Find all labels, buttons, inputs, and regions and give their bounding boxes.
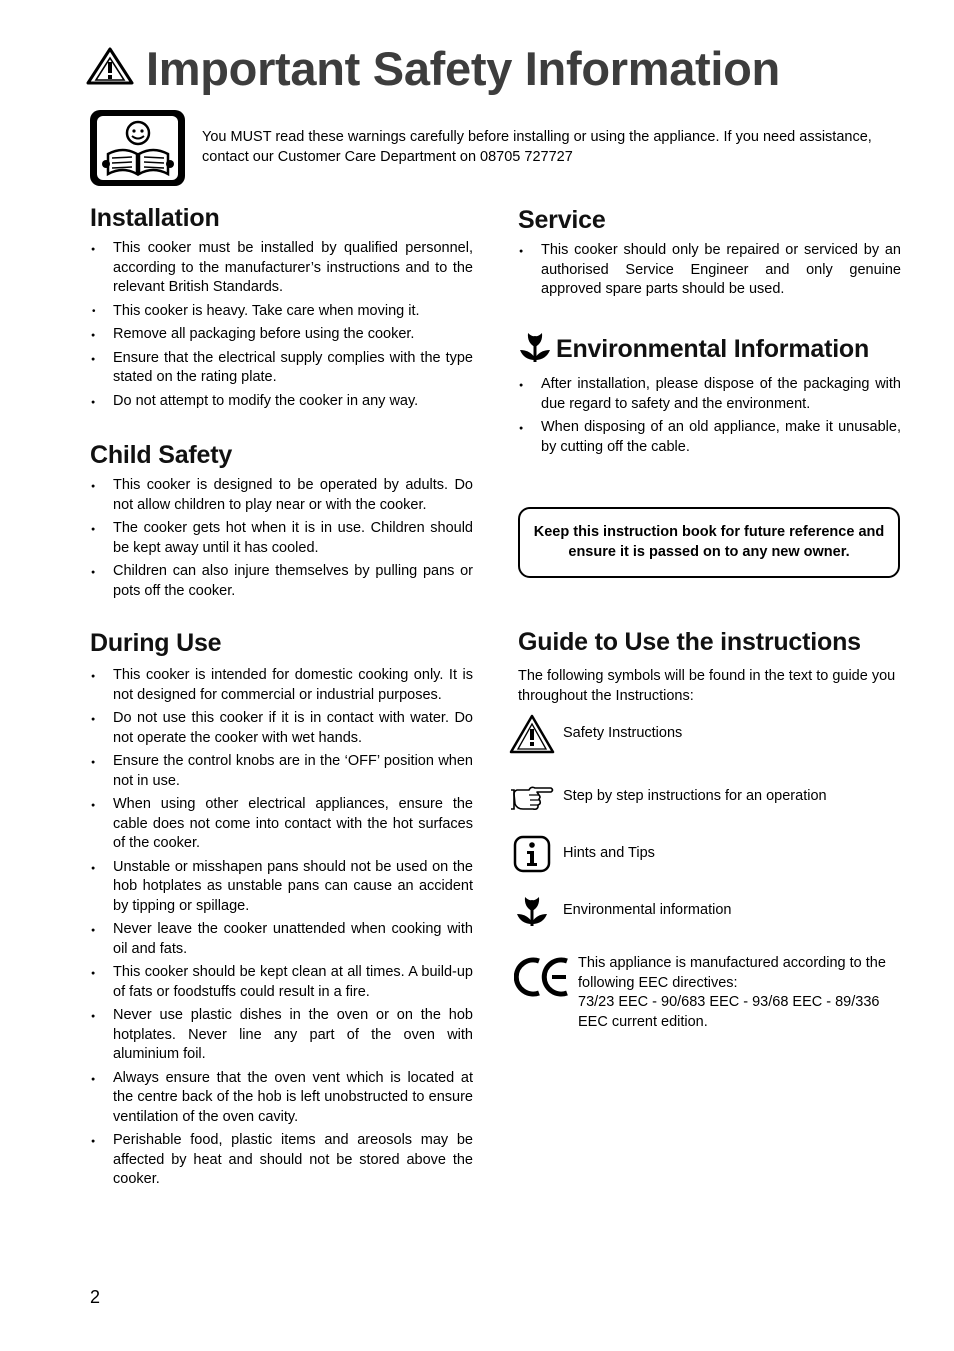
list-item: ● Do not use this cooker if it is in contact with water. Do not operate the cooker with wet hands. xyxy=(90,709,473,748)
list-item: ● Never leave the cooker unattended when cooking with oil and fats. xyxy=(90,920,473,959)
list-item: ● When disposing of an old appliance, make it unusable, by cutting off the cable. xyxy=(518,418,901,457)
list-item: ● Perishable food, plastic items and areosols may be affected by heat and should not be stored above the cooker. xyxy=(90,1131,473,1190)
ce-text-editions: 73/23 EEC - 90/683 EEC - 93/68 EEC - 89/336 EEC current edition. xyxy=(578,994,880,1030)
symbol-label: Environmental information xyxy=(563,902,732,919)
symbol-label: Safety Instructions xyxy=(563,725,683,742)
installation-list xyxy=(90,239,473,411)
list-item: ● Children can also injure themselves by pulling pans or pots off the cooker. xyxy=(90,562,473,601)
symbol-label: Step by step instructions for an operation xyxy=(563,788,827,805)
list-item: ● This cooker is designed to be operated by adults. Do not allow children to play near or with the cooker. xyxy=(90,476,473,515)
guide-section xyxy=(518,628,901,706)
environment-header xyxy=(518,330,901,369)
plant-icon xyxy=(518,330,552,369)
page-title xyxy=(86,40,780,96)
list-item: ● After installation, please dispose of the packaging with due regard to safety and the environment. xyxy=(518,375,901,414)
list-item: ● Ensure the control knobs are in the ‘OFF’ position when not in use. xyxy=(90,752,473,791)
list-item: ● This cooker must be installed by qualified personnel, according to the manufacturer’s instructions and to the relevant British Standards. xyxy=(90,239,473,298)
service-list xyxy=(518,241,901,300)
during-use-section xyxy=(90,629,473,1194)
intro-text: You MUST read these warnings carefully before installing or using the appliance. If you need assistance, contact our Customer Care Department on 08705 727727 xyxy=(202,129,872,165)
page-title-text: Important Safety Information xyxy=(146,41,780,95)
list-item: ● When using other electrical appliances, ensure the cable does not come into contact with the hot surfaces of the cooker. xyxy=(90,795,473,854)
list-item: ● Unstable or misshapen pans should not be used on the hob hotplates as unstable pans can cause an accident by tipping or spillage. xyxy=(90,858,473,917)
list-item: ● Never use plastic dishes in the oven or on the hob hotplates. Never line any part of the oven with aluminium foil. xyxy=(90,1006,473,1065)
warning-triangle-icon xyxy=(86,46,134,91)
child-safety-heading: Child Safety xyxy=(90,441,233,469)
list-item: ● Always ensure that the oven vent which is located at the centre back of the hob is left unobstructed to ensure ventilation of the oven cavity. xyxy=(90,1069,473,1128)
environment-section xyxy=(518,330,901,461)
symbol-row-steps xyxy=(508,777,827,817)
read-manual-icon xyxy=(88,108,187,188)
service-heading: Service xyxy=(518,206,606,234)
list-item: ● Ensure that the electrical supply complies with the type stated on the rating plate. xyxy=(90,349,473,388)
keep-book-note xyxy=(518,507,900,578)
keep-book-note-text: Keep this instruction book for future reference and ensure it is passed on to any new owner. xyxy=(533,524,885,560)
list-item: • This cooker is heavy. Take care when moving it. xyxy=(90,302,473,322)
installation-heading: Installation xyxy=(90,204,220,232)
info-icon xyxy=(508,834,556,874)
symbol-row-safety xyxy=(508,714,682,754)
ce-text-directives: This appliance is manufactured according to the following EEC directives: xyxy=(578,955,886,991)
ce-text xyxy=(578,954,898,1032)
guide-intro: The following symbols will be found in the text to guide you throughout the Instructions: xyxy=(518,668,896,704)
installation-section xyxy=(90,204,473,415)
list-item: ● This cooker should be kept clean at all times. A build-up of fats or foodstuffs could result in a fire. xyxy=(90,963,473,1002)
symbol-row-environment xyxy=(508,891,731,931)
child-safety-section xyxy=(90,441,473,605)
list-item: ● Remove all packaging before using the cooker. xyxy=(90,325,473,345)
during-use-list xyxy=(90,666,473,1190)
plant-icon xyxy=(508,891,556,931)
list-item: ● Do not attempt to modify the cooker in any way. xyxy=(90,392,473,412)
symbol-label: Hints and Tips xyxy=(563,845,655,862)
page-number: 2 xyxy=(90,1287,101,1307)
child-safety-list xyxy=(90,476,473,601)
pointing-hand-icon xyxy=(508,777,556,817)
warning-triangle-icon xyxy=(508,714,556,754)
ce-mark-icon xyxy=(514,955,572,1004)
service-section xyxy=(518,206,901,304)
environment-list xyxy=(518,375,901,457)
list-item: ● The cooker gets hot when it is in use. Children should be kept away until it has cooled. xyxy=(90,519,473,558)
list-item: ● This cooker is intended for domestic cooking only. It is not designed for commercial or industrial purposes. xyxy=(90,666,473,705)
symbol-row-hints xyxy=(508,834,655,874)
environment-heading: Environmental Information xyxy=(556,335,870,363)
list-item: ● This cooker should only be repaired or serviced by an authorised Service Engineer and only genuine approved spare parts should be used. xyxy=(518,241,901,300)
guide-heading: Guide to Use the instructions xyxy=(518,628,861,656)
during-use-heading: During Use xyxy=(90,629,222,657)
